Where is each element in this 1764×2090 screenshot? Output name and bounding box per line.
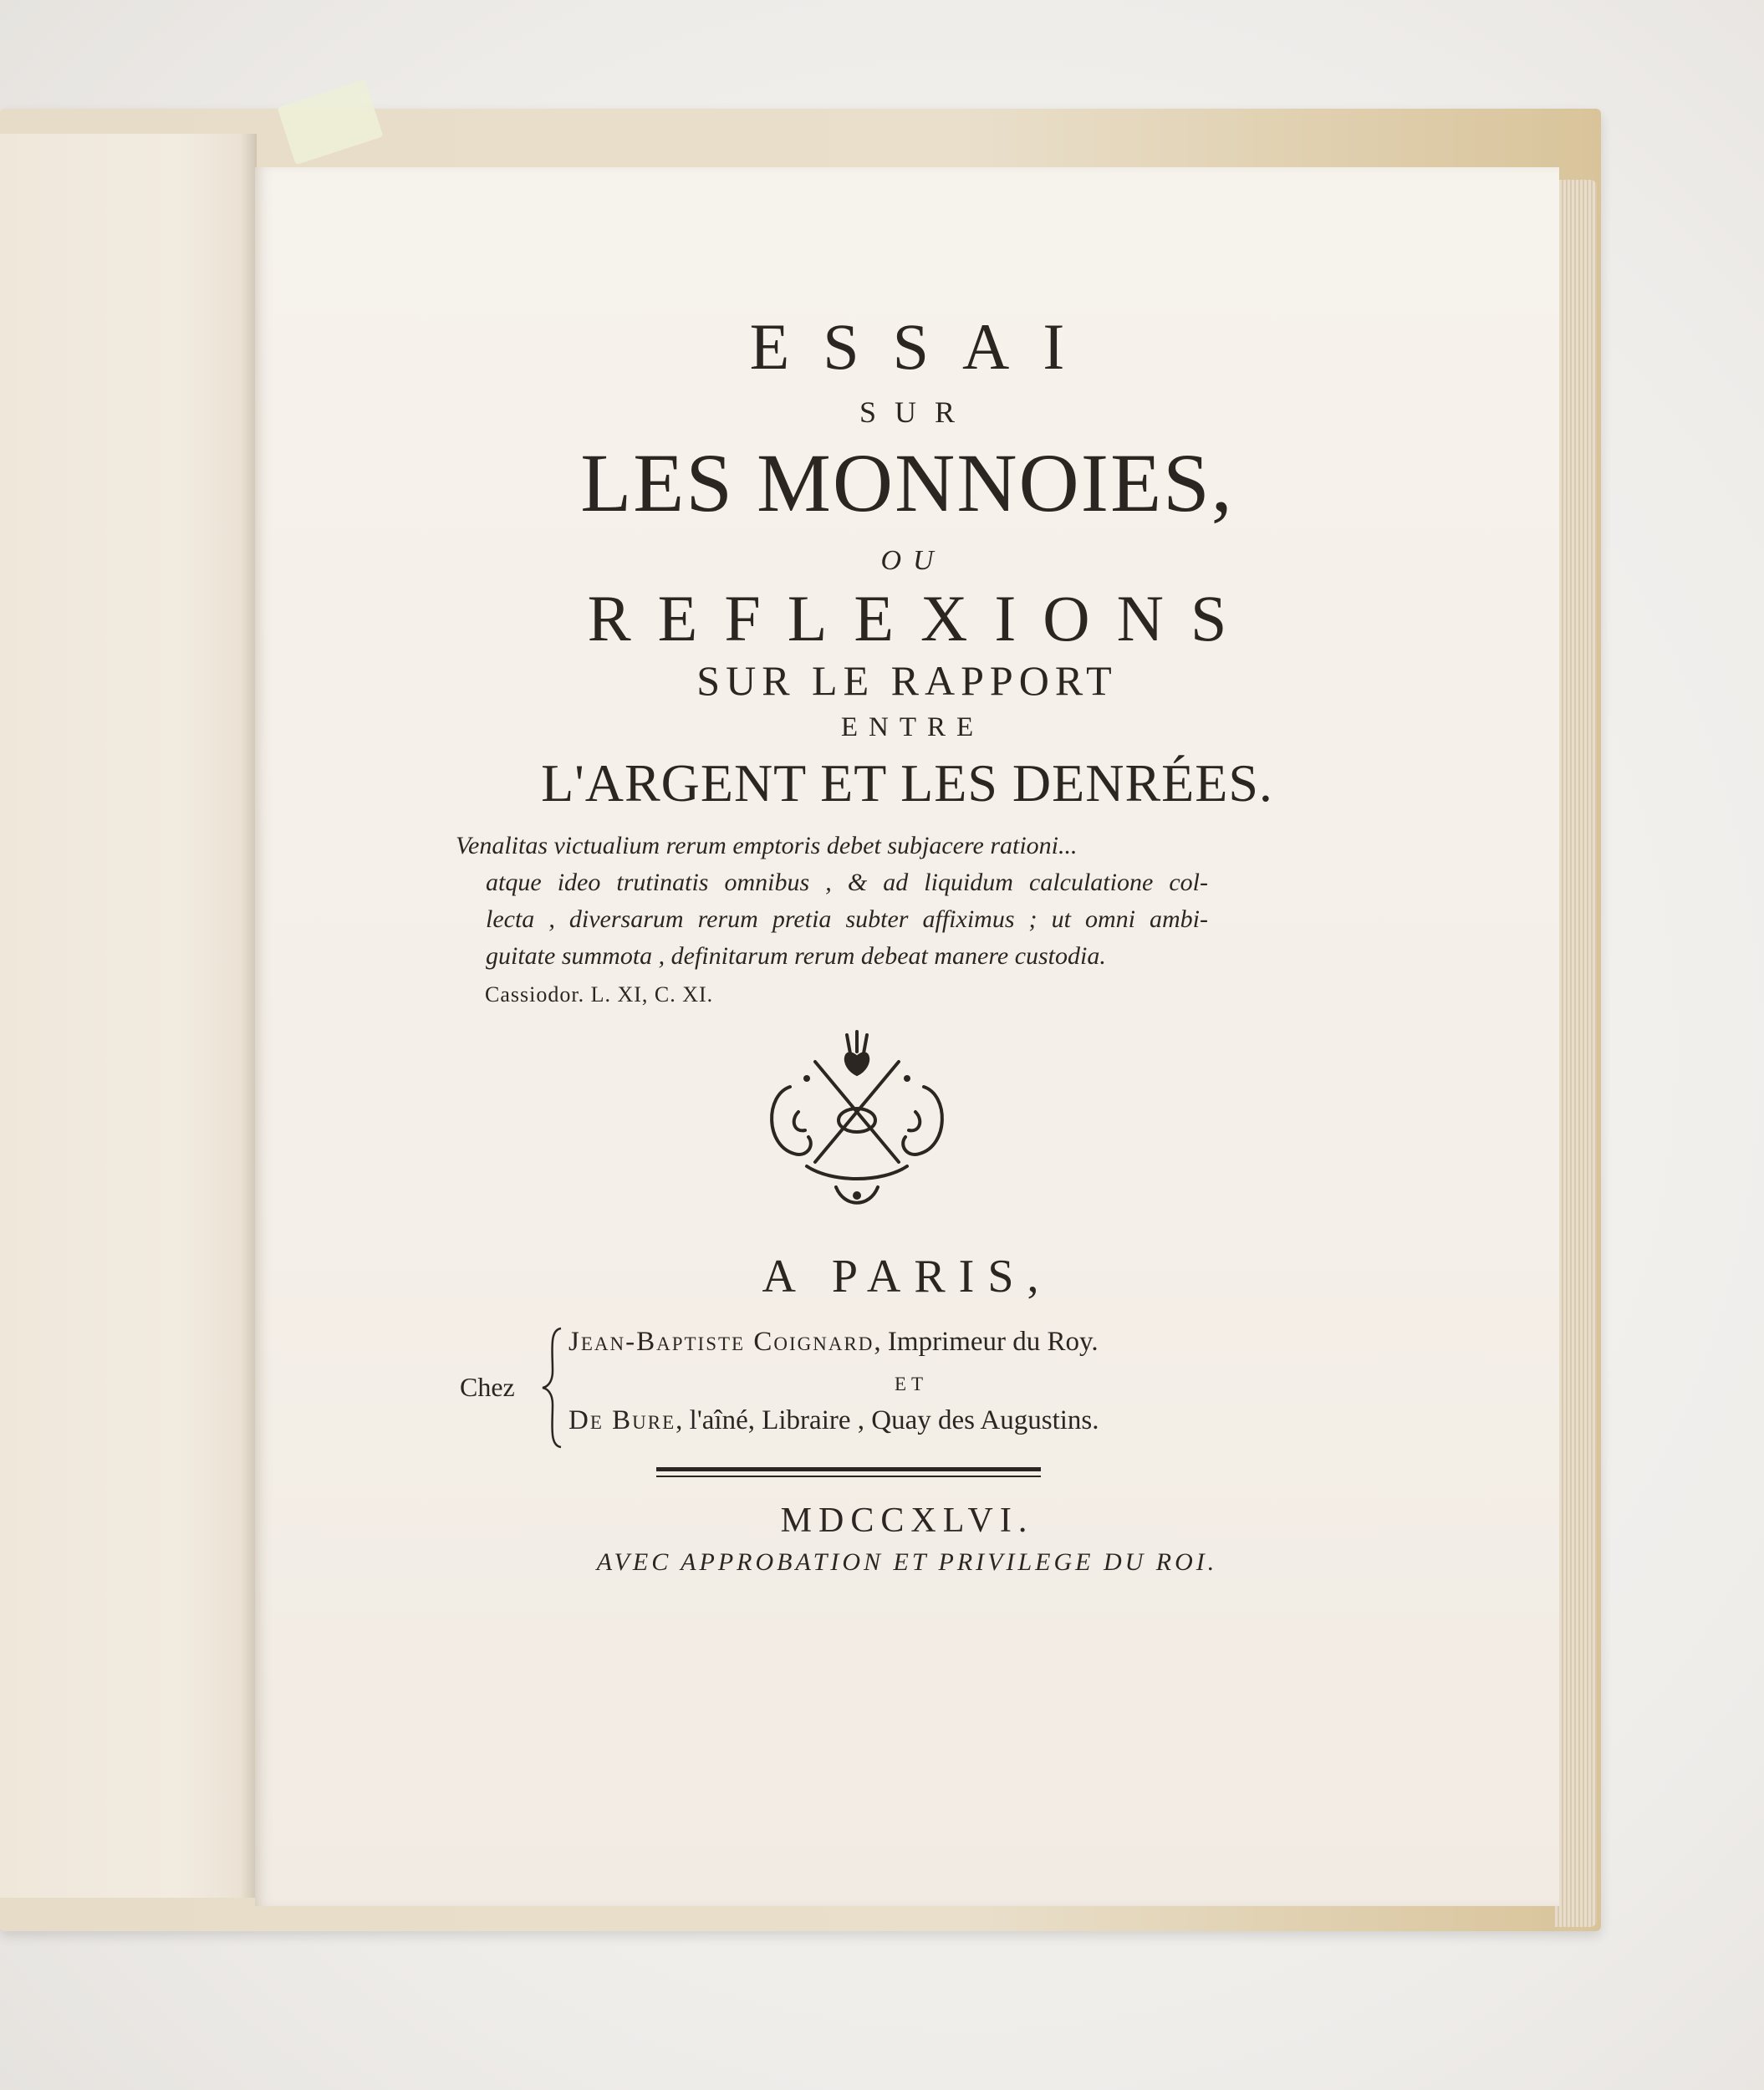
publisher-debure-name: De Bure xyxy=(568,1405,676,1435)
title-essai: ESSAI xyxy=(749,310,1099,383)
title-rapport: SUR LE RAPPORT xyxy=(696,657,1118,704)
page-edges xyxy=(1555,180,1597,1927)
epigraph-line: guitate summota , definitarum rerum debeat manere custodia. xyxy=(486,942,1106,970)
title-monnoies: LES MONNOIES, xyxy=(580,436,1234,529)
publisher-coignard-rest: , Imprimeur du Roy. xyxy=(874,1327,1099,1357)
privilege-line: AVEC APPROBATION ET PRIVILEGE DU ROI. xyxy=(596,1548,1218,1576)
imprint-place: A PARIS, xyxy=(762,1251,1053,1302)
title-ou: OU xyxy=(880,545,946,576)
title-reflexions: REFLEXIONS xyxy=(587,582,1254,655)
double-rule-thick xyxy=(656,1467,1041,1471)
et-label: ET xyxy=(895,1374,929,1394)
double-rule-thin xyxy=(656,1476,1041,1477)
imprint-year: MDCCXLVI. xyxy=(780,1501,1034,1540)
epigraph xyxy=(456,828,1208,975)
printer-ornament-icon xyxy=(757,1028,957,1221)
chez-label: Chez xyxy=(460,1372,515,1402)
publisher-coignard xyxy=(568,1327,1099,1358)
curly-brace-icon xyxy=(539,1325,564,1450)
epigraph-line: atque ideo trutinatis omnibus , & ad liquidum calculatione col- xyxy=(486,869,1208,896)
title-entre: ENTRE xyxy=(840,712,985,742)
imprint-publishers xyxy=(460,1325,1488,1450)
epigraph-citation: Cassiodor. L. XI, C. XI. xyxy=(485,982,714,1007)
title-argent: L'ARGENT ET LES DENRÉES. xyxy=(541,753,1273,813)
epigraph-line: lecta , diversarum rerum pretia subter affiximus ; ut omni ambi- xyxy=(486,905,1208,933)
publisher-debure-rest: , l'aîné, Libraire , Quay des Augustins. xyxy=(676,1405,1099,1435)
epigraph-line: Venalitas victualium rerum emptoris debet subjacere rationi... xyxy=(456,832,1078,859)
title-sur: SUR xyxy=(859,395,974,429)
publisher-debure xyxy=(568,1405,1099,1436)
title-page xyxy=(255,167,1559,1906)
publisher-coignard-name: Jean-Baptiste Coignard xyxy=(568,1327,874,1357)
left-page xyxy=(0,134,257,1898)
